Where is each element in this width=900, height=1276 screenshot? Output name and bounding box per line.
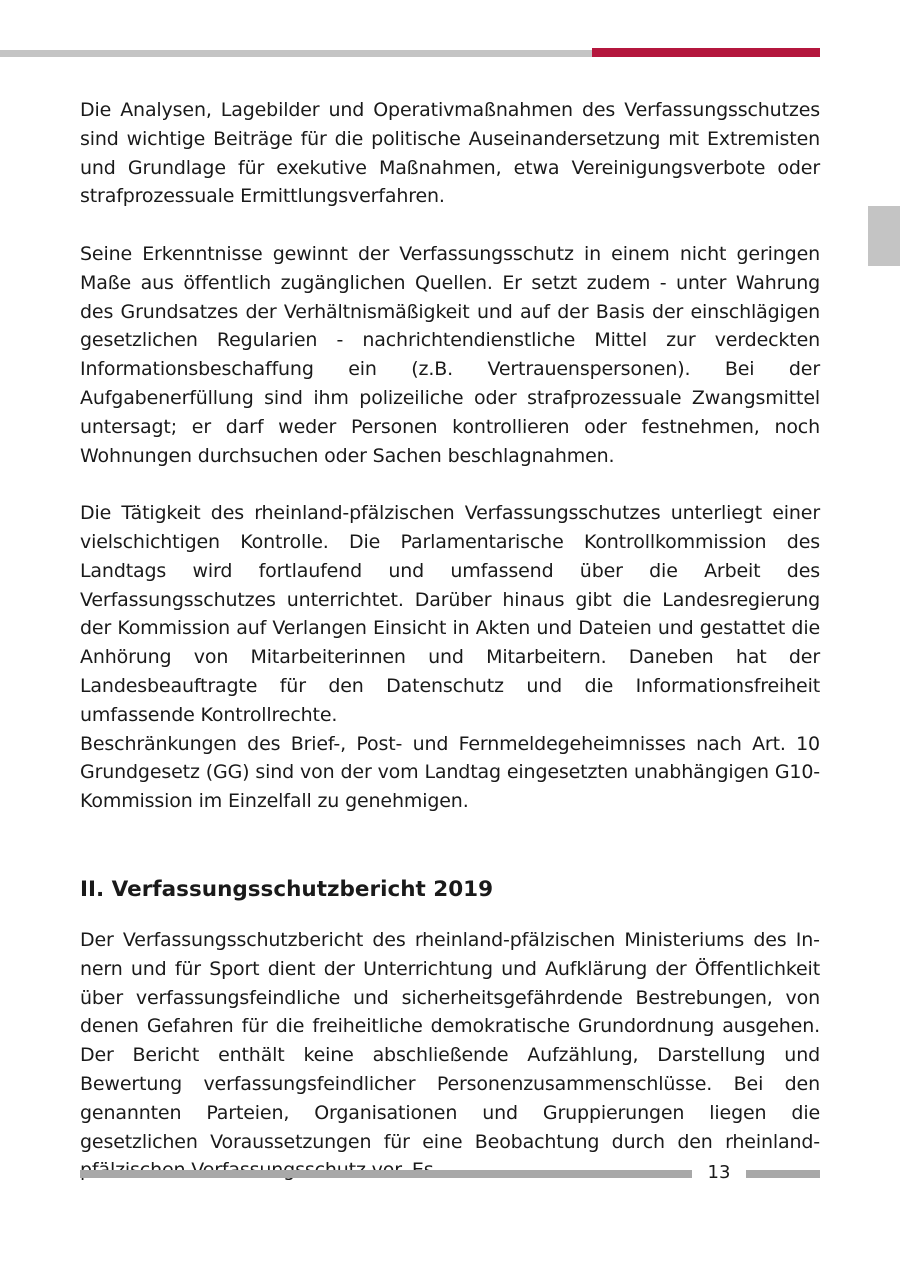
section-heading: II. Verfassungsschutzbericht 2019 — [80, 876, 494, 902]
page-body — [80, 96, 820, 1185]
chapter-tab-marker — [868, 206, 900, 266]
header-rule-gray — [0, 50, 592, 57]
paragraph-kontrolle: Die Tätigkeit des rheinland-pfälzischen Verfassungsschutzes unterliegt einer vielschichtigen Kontrolle. Die Parlamentarische Kontrollkommission des Landtags wird fortlaufend und umfassend über die Arbeit des Verfassungsschutzes unterrichtet. Darüber hinaus gibt die Landesregierung der Kommission auf Verlangen Einsicht in Akten und Dateien und gestattet die Anhörung von Mitarbeiterinnen und Mitarbeitern. Daneben hat der Landesbeauftragte für den Datenschutz und die Informationsfreiheit umfassende Kontrollrechte. — [80, 502, 820, 726]
header-rule-accent — [592, 48, 820, 57]
paragraph-bericht: Der Verfassungsschutzbericht des rheinland-pfälzischen Ministeriums des Innern und für Sport dient der Unterrichtung und Aufklärung der Öffentlichkeit über verfassungsfeindliche und sicherheitsgefährdende Bestrebungen, von denen Gefahren für die freiheitliche demokratische Grundordnung ausgehen. Der Bericht enthält keine abschließende Aufzählung, Darstellung und Bewertung verfassungsfeindlicher Personenzusammenschlüsse. Bei den genannten Parteien, Organisationen und Gruppierungen liegen die gesetzlichen Voraussetzungen für eine Beobachtung durch den rheinland- — [80, 928, 820, 1153]
paragraph-beschraenkungen: Beschränkungen des Brief-, Post- und Fernmeldegeheimnisses nach Art. 10 Grundgesetz (GG) sind von der vom Landtag eingesetzten unabhängigen G10-Kommission im Einzelfall zu genehmigen. — [80, 732, 820, 813]
footer-rule-left — [80, 1170, 692, 1178]
page-number: 13 — [707, 1162, 731, 1183]
footer-rule-right — [746, 1170, 820, 1178]
paragraph-analysen: Die Analysen, Lagebilder und Operativmaßnahmen des Verfassungsschutzes sind wichtige Beiträge für die politische Auseinandersetzung mit Extremisten und Grundlage für exekutive Maßnahmen, etwa Vereinigungsverbote oder strafprozessuale Ermittlungsverfahren. — [80, 99, 820, 208]
paragraph-erkenntnisse: Seine Erkenntnisse gewinnt der Verfassungsschutz in einem nicht geringen Maße aus öffentlich zugänglichen Quellen. Er setzt zudem - unter Wahrung des Grundsatzes der Verhältnismäßigkeit und auf der Basis der einschlägigen gesetzlichen Regularien - nachrichtendienstliche Mittel zur verdeckten Informationsbeschaffung ein (z.B. Vertrauenspersonen). Bei der Aufgabenerfüllung sind ihm polizeiliche oder strafprozessuale Zwangsmittel untersagt; er darf weder Personen kontrollieren oder festnehmen, noch Wohnungen durchsuchen oder Sachen beschlagnahmen. — [80, 242, 820, 467]
